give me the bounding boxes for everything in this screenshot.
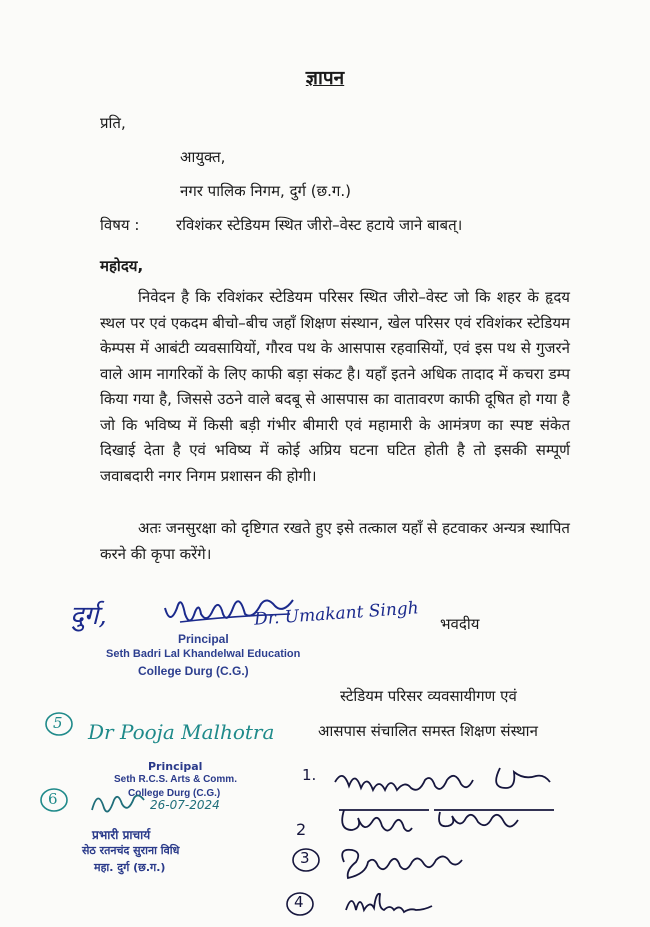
handwritten-number-5: 5 [53,714,63,732]
handwritten-number-4: 4 [294,893,304,911]
document-title: ज्ञापन [305,67,345,89]
stamp-3-institution: सेठ रतनचंद सुराना विधि [82,844,180,857]
recipient-prefix: प्रति, [100,114,126,132]
signature-1-right [330,758,580,798]
signature-6 [88,788,148,818]
handwritten-place: दुर्ग, [70,601,107,631]
body-paragraph-1-text: निवेदन है कि रविशंकर स्टेडियम परिसर स्थित जीरो–वेस्ट जो कि शहर के हृदय स्थल पर एवं एकदम बीचो–बीच जहाँ शिक्षण संस्थान, खेल परिसर एवं रविशंकर स्टेडियम केम्पस में आबंटी व्यवसायियों, गौरव पथ के आसपास रहवासियों, एवं इस पथ से गुजरने वाले आम नागरिकों के लिए काफी बड़ा संकट है। यहाँ इतने अधिक तादाद में कचरा डम्प किया गया है, जिससे उठने वाले बदबू से आसपास का वातावरण काफी दूषित हो गया है जो कि भविष्य में किसी बड़ी गंभीर बीमारी एवं महामारी के आमंत्रण का स्पष्ट संकेत दिखाई देता है एवं भविष्य में कोई अप्रिय घटना घटित होती है तो इसकी सम्पूर्ण जवाबदारी नगर निगम प्रशासन की होगी। [100,288,570,485]
stamp-3-place: महा. दुर्ग (छ.ग.) [94,861,166,874]
body-paragraph-2 [100,516,570,567]
handwritten-number-2: 2 [296,820,307,839]
stamp-2-institution: Seth R.C.S. Arts & Comm. [114,774,237,785]
subject-label: विषय : [100,216,140,234]
recipient-designation: आयुक्त, [180,148,226,166]
signature-5-name: Dr Pooja Malhotra [88,720,275,744]
stamp-1-title: Principal [178,632,229,646]
salutation: महोदय, [100,257,144,275]
handwritten-number-1: 1. [302,766,317,784]
body-paragraph-1 [100,285,570,489]
recipient-office: नगर पालिक निगम, दुर्ग (छ.ग.) [180,182,351,200]
stamp-3-title: प्रभारी प्राचार्य [92,828,151,842]
signatory-line-1: स्टेडियम परिसर व्यवसायीगण एवं [340,687,517,705]
stamp-2-place: College Durg (C.G.) [128,788,221,799]
signature-1-name: Dr. Umakant Singh [253,598,420,630]
stamp-2-title: Principal [148,760,203,773]
handwritten-number-6: 6 [48,790,58,808]
signature-4 [340,884,450,920]
signature-2 [334,800,574,840]
signature-3 [336,842,506,882]
stamp-1-institution: Seth Badri Lal Khandelwal Education [106,648,301,660]
signature-6-date: 26-07-2024 [150,798,220,812]
subject-text: रविशंकर स्टेडियम स्थित जीरो–वेस्ट हटाये जाने बाबत्। [176,216,463,234]
signatory-line-2: आसपास संचालित समस्त शिक्षण संस्थान [318,722,538,740]
stamp-1-place: College Durg (C.G.) [138,664,249,678]
handwritten-number-3: 3 [300,849,310,867]
closing: भवदीय [440,615,480,633]
body-paragraph-2-text: अतः जनसुरक्षा को दृष्टिगत रखते हुए इसे तत्काल यहाँ से हटवाकर अन्यत्र स्थापित करने की कृपा करेंगे। [100,519,570,563]
